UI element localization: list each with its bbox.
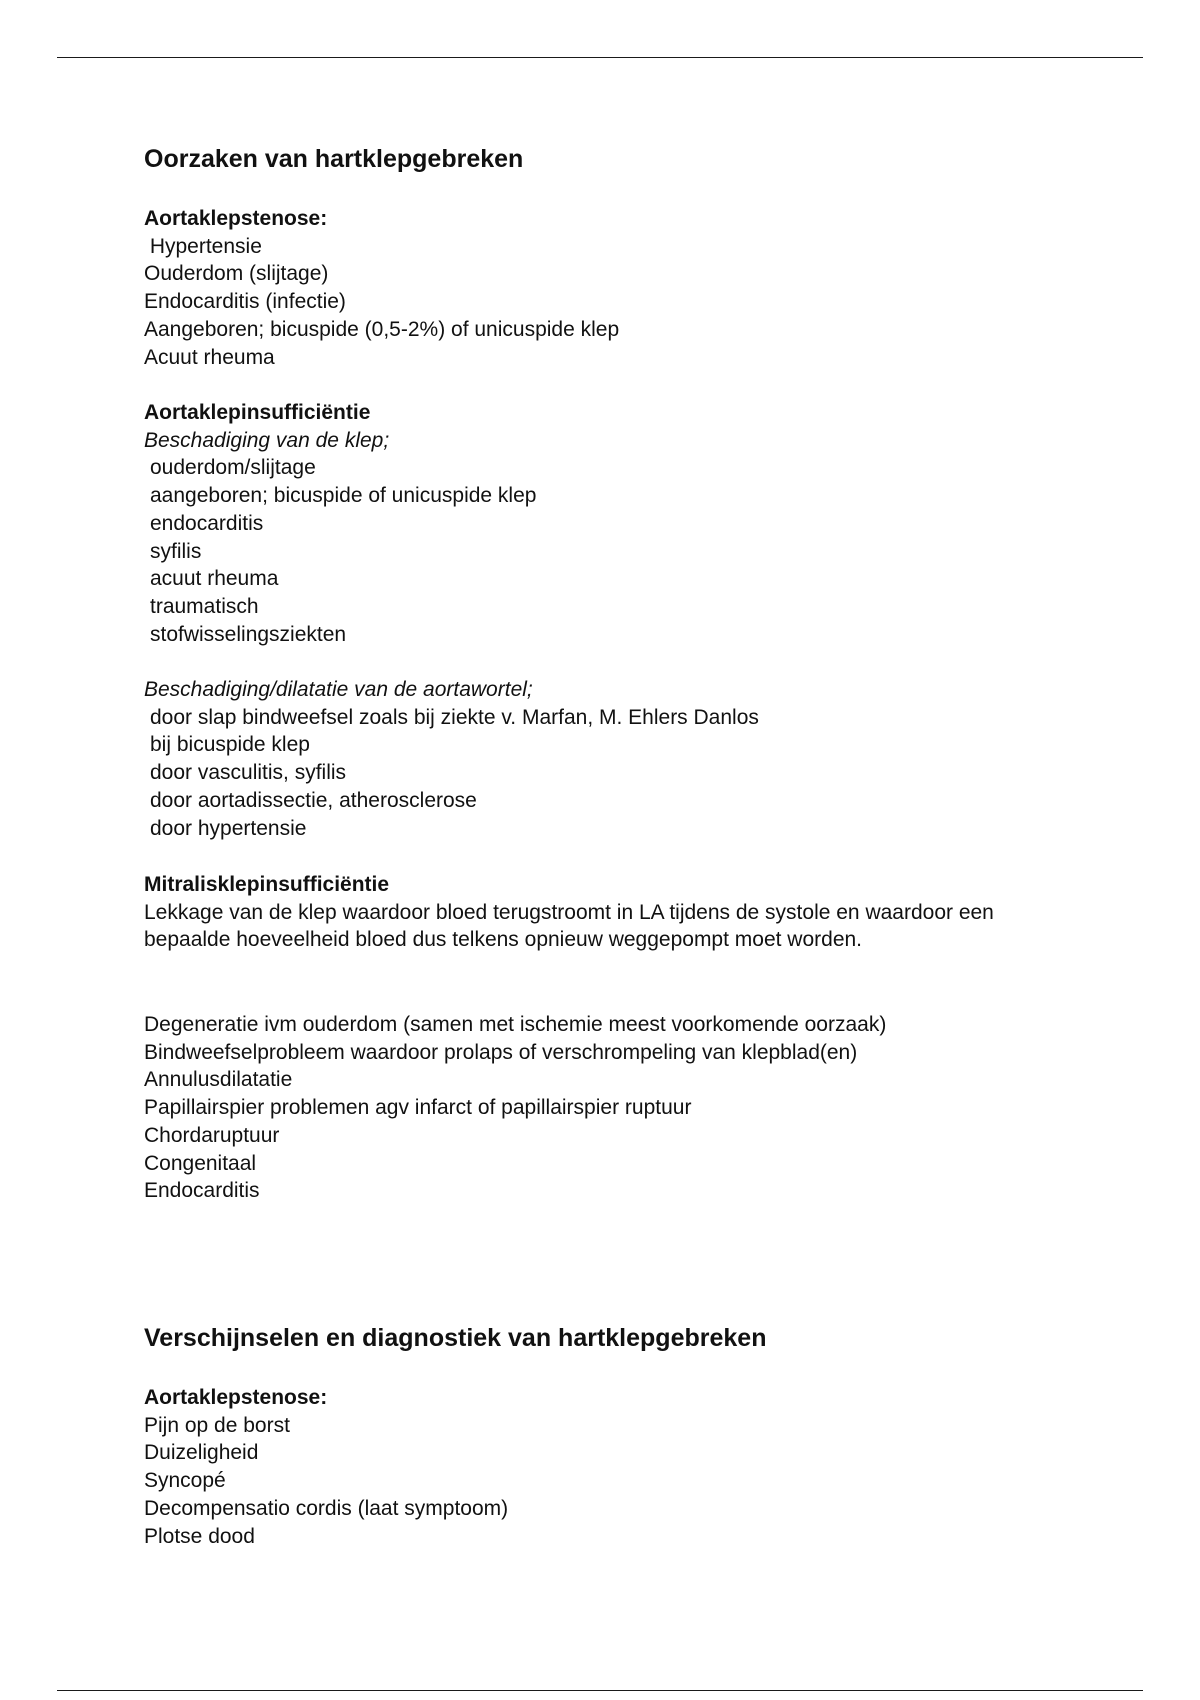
list-item: door aortadissectie, atherosclerose: [150, 788, 477, 812]
list-item: Pijn op de borst: [144, 1413, 290, 1437]
list-item: Plotse dood: [144, 1524, 255, 1548]
top-rule: [57, 57, 1143, 58]
list-item: Syncopé: [144, 1469, 226, 1493]
list-item: bij bicuspide klep: [150, 733, 310, 757]
list-item: door hypertensie: [150, 816, 307, 840]
list-item: Bindweefselprobleem waardoor prolaps of verschrompeling van klepblad(en): [144, 1040, 858, 1064]
mitral-cause-list: [144, 1011, 1094, 1205]
list-item: acuut rheuma: [150, 567, 279, 591]
list-item: Chordaruptuur: [144, 1123, 280, 1147]
subheading-aortaklepstenose: Aortaklepstenose:: [144, 207, 328, 230]
mitralisklepinsufficientie-causes: [144, 871, 1094, 954]
list-item: syfilis: [150, 539, 202, 563]
list-item: Degeneratie ivm ouderdom (samen met ischemie meest voorkomende oorzaak): [144, 1013, 887, 1036]
list-item: stofwisselingsziekten: [150, 622, 347, 646]
list-item: door slap bindweefsel zoals bij ziekte v. Marfan, M. Ehlers Danlos: [150, 705, 759, 729]
list-item: Endocarditis: [144, 1179, 260, 1203]
list-item: aangeboren; bicuspide of unicuspide klep: [150, 484, 537, 508]
list-item: Duizeligheid: [144, 1441, 259, 1465]
list-item: Aangeboren; bicuspide (0,5-2%) of unicuspide klep: [144, 317, 620, 341]
subheading-aortaklepinsufficientie: Aortaklepinsufficiëntie: [144, 401, 371, 424]
list-item: Annulusdilatatie: [144, 1068, 293, 1092]
aortawortel-causes: [144, 676, 1094, 842]
list-item: Congenitaal: [144, 1151, 257, 1175]
subheading-aortaklepstenose: Aortaklepstenose:: [144, 1386, 328, 1409]
list-item: door vasculitis, syfilis: [150, 761, 347, 785]
aortaklepstenose-causes: [144, 205, 1094, 371]
list-item: Ouderdom (slijtage): [144, 262, 329, 286]
aortaklepinsufficientie-causes: [144, 399, 1094, 648]
subheading-mitralisklepinsufficientie: Mitralisklepinsufficiëntie: [144, 873, 390, 896]
list-item: traumatisch: [150, 594, 259, 618]
section-title-oorzaken: Oorzaken van hartklepgebreken: [144, 145, 524, 173]
subcategory-label: Beschadiging van de klep;: [144, 428, 390, 452]
list-item: endocarditis: [150, 511, 264, 535]
list-item: Endocarditis (infectie): [144, 290, 346, 314]
list-item: Decompensatio cordis (laat symptoom): [144, 1496, 509, 1520]
list-item: Papillairspier problemen agv infarct of papillairspier ruptuur: [144, 1096, 692, 1120]
list-item: ouderdom/slijtage: [150, 456, 316, 480]
list-item: Acuut rheuma: [144, 345, 275, 369]
mitral-description: Lekkage van de klep waardoor bloed terugstroomt in LA tijdens de systole en waardoor een bepaalde hoeveelheid bloed dus telkens opnieuw weggepompt moet worden.: [144, 900, 994, 952]
list-item: Hypertensie: [144, 234, 262, 258]
subcategory-label: Beschadiging/dilatatie van de aortawortel;: [144, 678, 533, 701]
bottom-rule: [57, 1690, 1143, 1691]
section-title-verschijnselen: Verschijnselen en diagnostiek van hartklepgebreken: [144, 1324, 767, 1352]
aortaklepstenose-symptoms: [144, 1384, 1094, 1550]
